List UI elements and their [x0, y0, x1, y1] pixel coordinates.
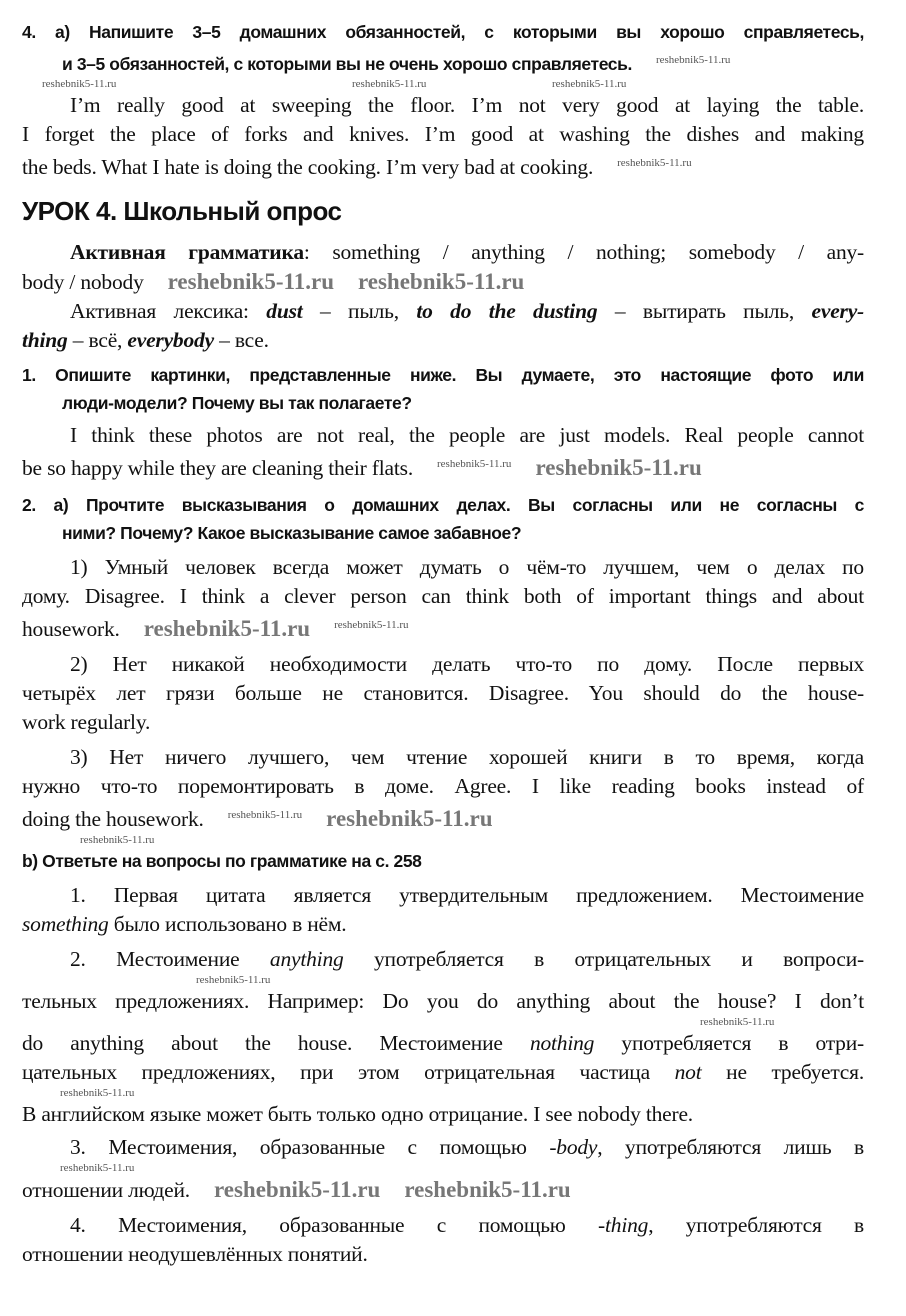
watermark: reshebnik5-11.ru — [352, 77, 427, 90]
text-segment: body / nobody — [22, 269, 144, 294]
text-line — [22, 326, 864, 355]
watermark: reshebnik5-11.ru — [535, 455, 702, 481]
watermark: reshebnik5-11.ru — [196, 974, 271, 987]
text-line — [22, 46, 864, 78]
task-heading — [22, 18, 864, 78]
text-line — [22, 1240, 864, 1269]
task-heading — [22, 491, 864, 547]
text-segment: не требуется. — [701, 1060, 864, 1085]
emphasis-text: nothing — [529, 1031, 595, 1056]
text-line — [22, 238, 864, 267]
emphasis-text: -thing — [598, 1213, 649, 1238]
text-line — [22, 297, 864, 326]
text-line — [22, 679, 864, 708]
text-segment: Активная лексика — [70, 298, 244, 323]
watermark-row — [22, 974, 864, 987]
emphasis-text: every- — [811, 298, 865, 323]
watermark-row — [22, 1016, 864, 1029]
text-line — [22, 192, 864, 230]
text-segment: I think these photos are not real, the people are just models. Real people cannot — [70, 422, 864, 447]
text-segment: 1) Умный человек всегда может думать о чём-то лучшем, чем о делах по — [70, 555, 864, 580]
text-line — [22, 611, 864, 644]
paragraph — [22, 743, 864, 834]
watermark-row — [22, 834, 864, 847]
text-line — [22, 389, 864, 417]
text-line — [22, 18, 864, 46]
text-segment: – вытирать пыль, — [597, 298, 812, 323]
text-segment: нужно что-то поремонтировать в доме. Agree. I like reading books instead of — [22, 774, 864, 799]
text-line — [22, 582, 864, 611]
watermark: reshebnik5-11.ru — [213, 1177, 381, 1203]
text-line — [22, 491, 864, 519]
text-segment: 4. Местоимения, образованные с помощью — [70, 1213, 599, 1238]
text-line — [22, 553, 864, 582]
text-segment: 1. Опишите картинки, представленные ниже. Вы думаете, это настоящие фото или — [22, 364, 864, 385]
text-line — [22, 1175, 864, 1205]
task-heading — [22, 834, 864, 875]
watermark-row — [22, 1087, 864, 1100]
text-segment: , употребляются лишь в — [597, 1135, 864, 1160]
text-segment: 2. Местоимение — [70, 947, 270, 972]
document-page — [22, 0, 864, 1269]
watermark: reshebnik5-11.ru — [326, 806, 493, 832]
text-line — [22, 1058, 864, 1087]
text-segment: I forget the place of forks and knives. I’m good at washing the dishes and making — [22, 121, 864, 146]
text-line — [22, 361, 864, 389]
text-line — [22, 910, 864, 939]
text-segment: люди-модели? Почему вы так полагаете? — [62, 392, 412, 413]
text-line — [22, 91, 864, 120]
watermark: reshebnik5-11.ru — [60, 1162, 135, 1175]
paragraph — [22, 945, 864, 1129]
text-segment: 3) Нет ничего лучшего, чем чтение хорошей книги в то время, когда — [70, 745, 864, 770]
text-line — [22, 421, 864, 450]
task-heading — [22, 361, 864, 417]
text-segment: ними? Почему? Какое высказывание самое забавное? — [62, 523, 522, 544]
paragraph — [22, 78, 864, 182]
watermark-row — [22, 78, 864, 91]
paragraph — [22, 297, 864, 355]
emphasis-text: something — [22, 912, 109, 937]
watermark: reshebnik5-11.ru — [167, 268, 334, 294]
text-line — [22, 1211, 864, 1240]
text-line — [22, 801, 864, 834]
emphasis-text: dust — [266, 298, 303, 323]
text-segment: цательных предложениях, при этом отрицательная частица — [22, 1060, 675, 1085]
paragraph — [22, 421, 864, 483]
text-segment: : — [243, 298, 267, 323]
text-line — [22, 847, 864, 875]
text-segment: 2) Нет никакой необходимости делать что-то по дому. После первых — [70, 652, 864, 677]
text-segment: В английском языке может быть только одно отрицание. I see nobody there. — [22, 1102, 693, 1127]
watermark: reshebnik5-11.ru — [227, 809, 303, 822]
watermark-row — [22, 1162, 864, 1175]
watermark: reshebnik5-11.ru — [700, 1016, 775, 1029]
text-segment: housework. — [22, 617, 120, 642]
paragraph — [22, 1211, 864, 1269]
text-segment: – пыль, — [302, 298, 417, 323]
watermark: reshebnik5-11.ru — [617, 156, 692, 169]
text-line — [22, 450, 864, 483]
text-line — [22, 1029, 864, 1058]
text-line — [22, 1100, 864, 1129]
text-segment: тельных предложениях. Например: Do you do anything about the house? I don’t — [22, 989, 864, 1014]
text-line — [22, 519, 864, 547]
text-segment: УРОК 4. Школьный опрос — [22, 195, 342, 226]
text-segment: 4. а) Напишите 3–5 домашних обязанностей, с которыми вы хорошо справляетесь, — [22, 22, 864, 42]
text-line — [22, 772, 864, 801]
text-segment: doing the housework. — [22, 807, 204, 832]
text-segment: употребляется в отрицательных и вопроси- — [343, 947, 864, 972]
text-line — [22, 267, 864, 297]
text-line — [22, 987, 864, 1016]
text-line — [22, 120, 864, 149]
text-segment: и 3–5 обязанностей, с которыми вы не очень хорошо справляетесь. — [62, 53, 632, 74]
text-segment: отношении неодушевлённых понятий. — [22, 1242, 368, 1267]
watermark: reshebnik5-11.ru — [80, 834, 155, 847]
watermark: reshebnik5-11.ru — [143, 616, 311, 642]
text-segment: – всё, — [67, 327, 128, 352]
paragraph — [22, 650, 864, 737]
emphasis-text: everybody — [127, 327, 214, 352]
paragraph — [22, 238, 864, 297]
watermark: reshebnik5-11.ru — [437, 457, 512, 470]
watermark: reshebnik5-11.ru — [404, 1177, 571, 1203]
text-line — [22, 650, 864, 679]
emphasis-text: thing — [22, 327, 68, 352]
text-segment: 3. Местоимения, образованные с помощью — [70, 1135, 550, 1160]
emphasis-text: to do the dusting — [416, 298, 598, 323]
emphasis-text: not — [674, 1060, 702, 1085]
text-line — [22, 1133, 864, 1162]
text-line — [22, 743, 864, 772]
emphasis-text: Активная грамматика — [70, 239, 304, 264]
text-segment: 1. Первая цитата является утвердительным предложением. Местоимение — [70, 883, 864, 908]
text-line — [22, 149, 864, 182]
text-segment: do anything about the house. Местоимение — [22, 1031, 530, 1056]
text-segment: the beds. What I hate is doing the cooking. I’m very bad at cooking. — [22, 154, 594, 179]
text-segment: 2. а) Прочтите высказывания о домашних делах. Вы согласны или не согласны с — [22, 495, 864, 516]
text-segment: четырёх лет грязи больше не становится. Disagree. You should do the house- — [22, 681, 864, 706]
watermark: reshebnik5-11.ru — [42, 77, 117, 90]
text-segment: было использовано в нём. — [108, 912, 347, 937]
watermark: reshebnik5-11.ru — [60, 1087, 135, 1100]
text-line — [22, 945, 864, 974]
watermark: reshebnik5-11.ru — [334, 619, 409, 632]
text-segment: I’m really good at sweeping the floor. I’m not very good at laying the table. — [70, 92, 864, 117]
watermark: reshebnik5-11.ru — [655, 54, 731, 66]
paragraph — [22, 1133, 864, 1205]
text-line — [22, 708, 864, 737]
text-segment: употребляется в отри- — [594, 1031, 865, 1056]
paragraph — [22, 553, 864, 644]
text-segment: : something / anything / nothing; somebody / any- — [303, 239, 865, 264]
text-segment: work regularly. — [22, 710, 151, 735]
watermark: reshebnik5-11.ru — [552, 77, 627, 90]
text-segment: отношении людей. — [22, 1178, 190, 1203]
paragraph — [22, 881, 864, 939]
text-segment: be so happy while they are cleaning their flats. — [22, 456, 413, 481]
text-segment: – все. — [213, 327, 269, 352]
emphasis-text: anything — [269, 947, 344, 972]
text-line — [22, 881, 864, 910]
text-segment: , употребляются в — [648, 1213, 865, 1238]
text-segment: дому. Disagree. I think a clever person can think both of important things and about — [22, 584, 864, 609]
watermark: reshebnik5-11.ru — [357, 268, 525, 294]
lesson-title — [22, 192, 864, 230]
emphasis-text: -body — [549, 1135, 598, 1160]
text-segment: b) Ответьте на вопросы по грамматике на с. 258 — [22, 851, 422, 872]
